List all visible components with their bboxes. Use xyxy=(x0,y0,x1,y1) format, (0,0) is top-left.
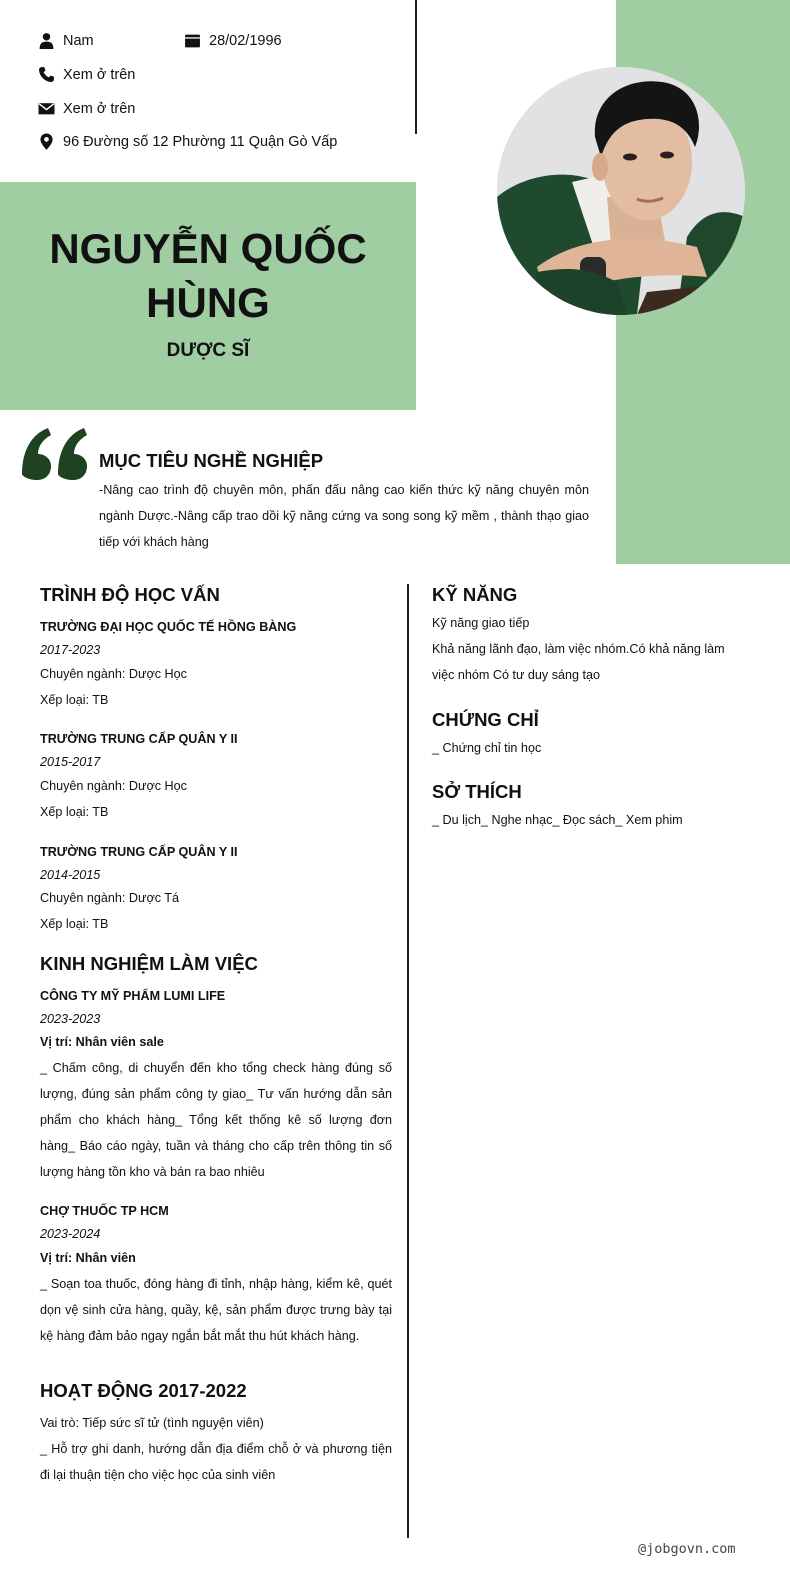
address-text: 96 Đường số 12 Phường 11 Quận Gò Vấp xyxy=(63,133,338,150)
skills-heading: KỸ NĂNG xyxy=(432,584,518,605)
phone-text: Xem ở trên xyxy=(63,66,136,83)
experience-position: Vị trí: Nhân viên xyxy=(40,1251,136,1265)
experience-company: CHỢ THUỐC TP HCM xyxy=(40,1204,169,1218)
avatar xyxy=(497,67,745,315)
contact-gender xyxy=(38,32,94,49)
name-line-2: HÙNG xyxy=(146,279,270,326)
education-years: 2015-2017 xyxy=(40,755,101,769)
education-grade: Xếp loại: TB xyxy=(40,917,109,931)
education-heading: TRÌNH ĐỘ HỌC VẤN xyxy=(40,584,220,605)
header-divider xyxy=(415,0,417,134)
mail-icon xyxy=(38,100,55,117)
hobbies-text: _ Du lịch_ Nghe nhạc_ Đọc sách_ Xem phim xyxy=(432,813,683,827)
user-icon xyxy=(38,32,55,49)
contact-address xyxy=(38,133,337,150)
quote-icon xyxy=(18,424,92,487)
location-pin-icon xyxy=(38,133,55,150)
calendar-icon xyxy=(184,32,201,49)
experience-years: 2023-2023 xyxy=(40,1012,101,1026)
candidate-name xyxy=(0,222,416,330)
gender-text: Nam xyxy=(63,32,94,49)
hobbies-heading: SỞ THÍCH xyxy=(432,781,522,802)
education-years: 2017-2023 xyxy=(40,643,101,657)
activity-heading: HOẠT ĐỘNG 2017-2022 xyxy=(40,1380,247,1401)
email-text: Xem ở trên xyxy=(63,100,136,117)
experience-years: 2023-2024 xyxy=(40,1227,101,1241)
activity-description: _ Hỗ trợ ghi danh, hướng dẫn địa điểm chỗ ở và phương tiện đi lại thuận tiện cho việc học của sinh viên xyxy=(40,1442,392,1482)
certificates-heading: CHỨNG CHỈ xyxy=(432,709,539,730)
name-line-1: NGUYỄN QUỐC xyxy=(49,225,367,272)
education-school: TRƯỜNG TRUNG CẤP QUÂN Y II xyxy=(40,845,238,859)
watermark: @jobgovn.com xyxy=(638,1541,736,1557)
objective-heading: MỤC TIÊU NGHỀ NGHIỆP xyxy=(99,450,324,471)
phone-icon xyxy=(38,66,55,83)
education-school: TRƯỜNG TRUNG CẤP QUÂN Y II xyxy=(40,732,238,746)
experience-heading: KINH NGHIỆM LÀM VIỆC xyxy=(40,953,258,974)
skills-line-1: Kỹ năng giao tiếp xyxy=(432,616,530,630)
skills-line-2: Khả năng lãnh đạo, làm việc nhóm.Có khả năng làm việc nhóm Có tư duy sáng tạo xyxy=(432,642,725,682)
experience-description: _ Chấm công, di chuyển đến kho tổng check hàng đúng số lượng, đúng sản phẩm công ty giao_ Tư vấn hướng dẫn sản phẩm cho khách hàng_ Tổng kết thống kê số lượng đơn hàng_ Báo cáo ngày, tuần và tháng cho cấp trên thông tin số lượng hàng tồn kho và bán ra bao nhiêu xyxy=(40,1061,392,1179)
contact-email xyxy=(38,100,135,117)
certificates-text: _ Chứng chỉ tin học xyxy=(432,741,542,755)
education-school: TRƯỜNG ĐẠI HỌC QUỐC TẾ HỒNG BÀNG xyxy=(40,620,297,634)
objective-text: -Nâng cao trình độ chuyên môn, phấn đấu nâng cao kiến thức kỹ năng chuyên môn ngành Dược.-Nâng cấp trao dồi kỹ năng cứng va song song kỹ mềm , thành thạo giao tiếp với khách hàng xyxy=(99,483,589,549)
dob-text: 28/02/1996 xyxy=(209,32,282,49)
education-major: Chuyên ngành: Dược Học xyxy=(40,667,187,681)
education-major: Chuyên ngành: Dược Học xyxy=(40,779,187,793)
experience-position: Vị trí: Nhân viên sale xyxy=(40,1035,164,1049)
experience-company: CÔNG TY MỸ PHẨM LUMI LIFE xyxy=(40,989,226,1003)
activity-role: Vai trò: Tiếp sức sĩ tử (tình nguyện viên) xyxy=(40,1416,264,1430)
contact-dob xyxy=(184,32,282,49)
education-years: 2014-2015 xyxy=(40,868,101,882)
education-grade: Xếp loại: TB xyxy=(40,693,109,707)
education-major: Chuyên ngành: Dược Tá xyxy=(40,891,179,905)
column-divider xyxy=(407,584,409,1538)
job-title: DƯỢC SĨ xyxy=(166,340,250,361)
contact-phone xyxy=(38,66,135,83)
education-grade: Xếp loại: TB xyxy=(40,805,109,819)
experience-description: _ Soạn toa thuốc, đóng hàng đi tỉnh, nhập hàng, kiểm kê, quét dọn vệ sinh cửa hàng, quầy, kệ, sản phẩm được trưng bày tại kệ hàng đảm bảo ngay ngắn bắt mắt thu hút khách hàng. xyxy=(40,1277,392,1343)
